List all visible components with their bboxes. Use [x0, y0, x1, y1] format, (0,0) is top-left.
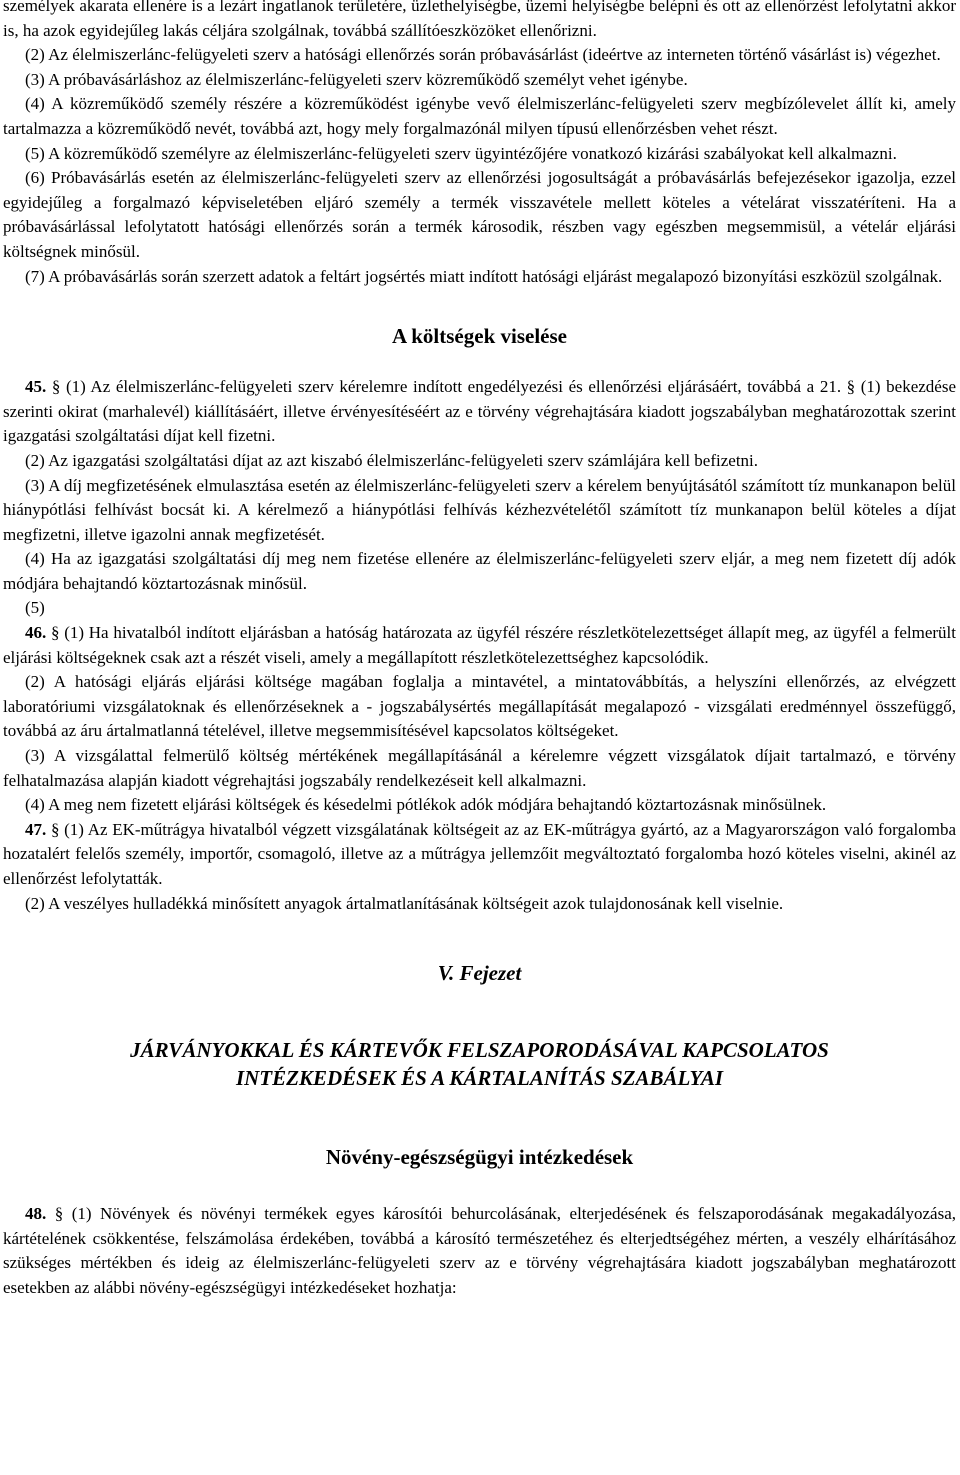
- chapter-title: [3, 1036, 956, 1092]
- chapter-title-line-2: INTÉZKEDÉSEK ÉS A KÁRTALANÍTÁS SZABÁLYAI: [235, 1066, 724, 1091]
- section-heading-plant-health: Növény-egészségügyi intézkedések: [325, 1145, 634, 1170]
- paragraph-45-4: (4) Ha az igazgatási szolgáltatási díj meg nem fizetése ellenére az élelmiszerlánc-felügyeleti szerv eljár, a meg nem fizetett díj adók módjára behajtandó köztartozásnak minősül.: [3, 549, 956, 593]
- paragraph-46-1-text: § (1) Ha hivatalból indított eljárásban a hatóság határozata az ügyfél részére részletkötelezettséget állapít meg, az ügyfél a felmerült eljárási költségeknek csak azt a részét viseli, amely a megállapított részletkötelezettséghez kapcsolódik.: [3, 623, 956, 667]
- paragraph-47-1: [3, 818, 956, 892]
- paragraph-47-2: (2) A veszélyes hulladékká minősített anyagok ártalmatlanításának költségeit azok tulajdonosának kell viselnie.: [25, 893, 784, 913]
- paragraph-48-1: [3, 1202, 956, 1300]
- paragraph-46-3: (3) A vizsgálattal felmerülő költség mértékének megállapításánál a kérelemre végzett vizsgálatok díjait tartalmazó, e törvény felhatalmazása alapján kiadott végrehajtási jogszabály rendelkezéseit kell alkalmazni.: [3, 746, 956, 790]
- paragraph-45-2: (2) Az igazgatási szolgáltatási díjat az azt kiszabó élelmiszerlánc-felügyeleti szerv számlájára kell befizetni.: [25, 450, 759, 470]
- paragraph-44-4: (4) A közreműködő személy részére a közreműködést igénybe vevő élelmiszerlánc-felügyeleti szerv megbízólevelet állít ki, amely tartalmazza a közreműködő nevét, továbbá azt, hogy mely forgalmazónál milyen típusú ellenőrzésben vehet részt.: [3, 94, 956, 138]
- section-number-45: 45.: [25, 377, 47, 397]
- paragraph-44-5: (5) A közreműködő személyre az élelmiszerlánc-felügyeleti szerv ügyintézőjére vonatkozó kizárási szabályokat kell alkalmazni.: [25, 143, 897, 163]
- section-heading-costs: A költségek viselése: [392, 324, 567, 349]
- paragraph-44-6: (6) Próbavásárlás esetén az élelmiszerlánc-felügyeleti szerv az ellenőrzési jogosultságát a próbavásárlás befejezésekor igazolja, ezzel egyidejűleg a forgalmazó képviseletében eljáró személy a termék visszavétele mellett köteles a vételárat visszatéríteni. Ha a próbavásárlással lefolytatott hatósági ellenőrzés során a termék károsodik, részben vagy egészben megsemmisül, a vételár eljárási költségnek minősül.: [3, 168, 956, 261]
- section-number-47: 47.: [25, 819, 47, 839]
- paragraph-45-3: (3) A díj megfizetésének elmulasztása esetén az élelmiszerlánc-felügyeleti szerv a kérelem benyújtásától számított tíz munkanapon belül hiánypótlási felhívást bocsát ki. A kérelmező a hiánypótlási felhívás kézhezvételétől számított tíz munkanapon belül köteles a díjat megfizetni, illetve igazolni annak megfizetését.: [3, 475, 956, 544]
- paragraph-45-5: (5): [25, 598, 45, 618]
- paragraph-continuation: személyek akarata ellenére is a lezárt ingatlanok területére, üzlethelyiségbe, üzemi helyiségbe belépni és ott az ellenőrzést lefolytatni akkor is, ha azok egyidejűleg lakás céljára szolgálnak, továbbá szállítóeszközöket ellenőrizni.: [3, 0, 956, 40]
- paragraph-45-1-text: § (1) Az élelmiszerlánc-felügyeleti szerv kérelemre indított engedélyezési és ellenőrzési eljárásáért, továbbá a 21. § (1) bekezdése szerinti okirat (marhalevél) kiállításáért, illetve érvényesítéséért az e törvény végrehajtására kiadott jogszabályban meghatározottak szerint igazgatási szolgáltatási díjat kell fizetni.: [3, 377, 957, 446]
- paragraph-45-1: [3, 375, 956, 449]
- paragraph-44-7: (7) A próbavásárlás során szerzett adatok a feltárt jogsértés miatt indított hatósági eljárást megalapozó bizonyítási eszközül szolgálnak.: [25, 266, 943, 286]
- paragraph-44-3: (3) A próbavásárláshoz az élelmiszerlánc-felügyeleti szerv közreműködő személyt vehet igénybe.: [25, 69, 688, 89]
- paragraph-47-1-text: § (1) Az EK-műtrágya hivatalból végzett vizsgálatának költségeit az az EK-műtrágya gyártó, az a Magyarországon való forgalomba hozatalért felelős személy, importőr, csomagoló, illetve az a műtrágya jellemzőit megváltoztató forgalomba hozó köteles viselni, akinél az ellenőrzést lefolytatták.: [3, 819, 957, 888]
- chapter-heading: V. Fejezet: [437, 961, 522, 986]
- section-number-46: 46.: [25, 623, 47, 643]
- paragraph-46-1: [3, 621, 956, 670]
- document-page: [3, 0, 956, 1301]
- section-number-48: 48.: [25, 1204, 47, 1224]
- paragraph-46-4: (4) A meg nem fizetett eljárási költségek és késedelmi pótlékok adók módjára behajtandó köztartozásnak minősülnek.: [25, 795, 827, 815]
- paragraph-48-1-text: § (1) Növények és növényi termékek egyes károsítói behurcolásának, elterjedésének és felszaporodásának megakadályozása, kártételének csökkentése, felszámolása érdekében, továbbá a károsító természetéhez és elterjedtségéhez mérten, a veszély elhárításához szükséges mértékben és ideig az élelmiszerlánc-felügyeleti szerv az e törvény végrehajtására kiadott jogszabályban meghatározott esetekben az alábbi növény-egészségügyi intézkedéseket hozhatja:: [3, 1204, 957, 1297]
- paragraph-46-2: (2) A hatósági eljárás eljárási költsége magában foglalja a mintavétel, a mintatovábbítás, a helyszíni ellenőrzés, az elvégzett laboratóriumi vizsgálatoknak és ellenőrzéseknek a - jogszabálysértés megállapítását megalapozó - vizsgálati eredménnyel összefüggő, továbbá az áru ártalmatlanná tételével, illetve megsemmisítésével kapcsolatos költségeket.: [3, 672, 956, 741]
- chapter-title-line-1: JÁRVÁNYOKKAL ÉS KÁRTEVŐK FELSZAPORODÁSÁVAL KAPCSOLATOS: [130, 1038, 829, 1063]
- paragraph-44-2: (2) Az élelmiszerlánc-felügyeleti szerv a hatósági ellenőrzés során próbavásárlást (ideértve az interneten történő vásárlást is) végezhet.: [25, 45, 941, 65]
